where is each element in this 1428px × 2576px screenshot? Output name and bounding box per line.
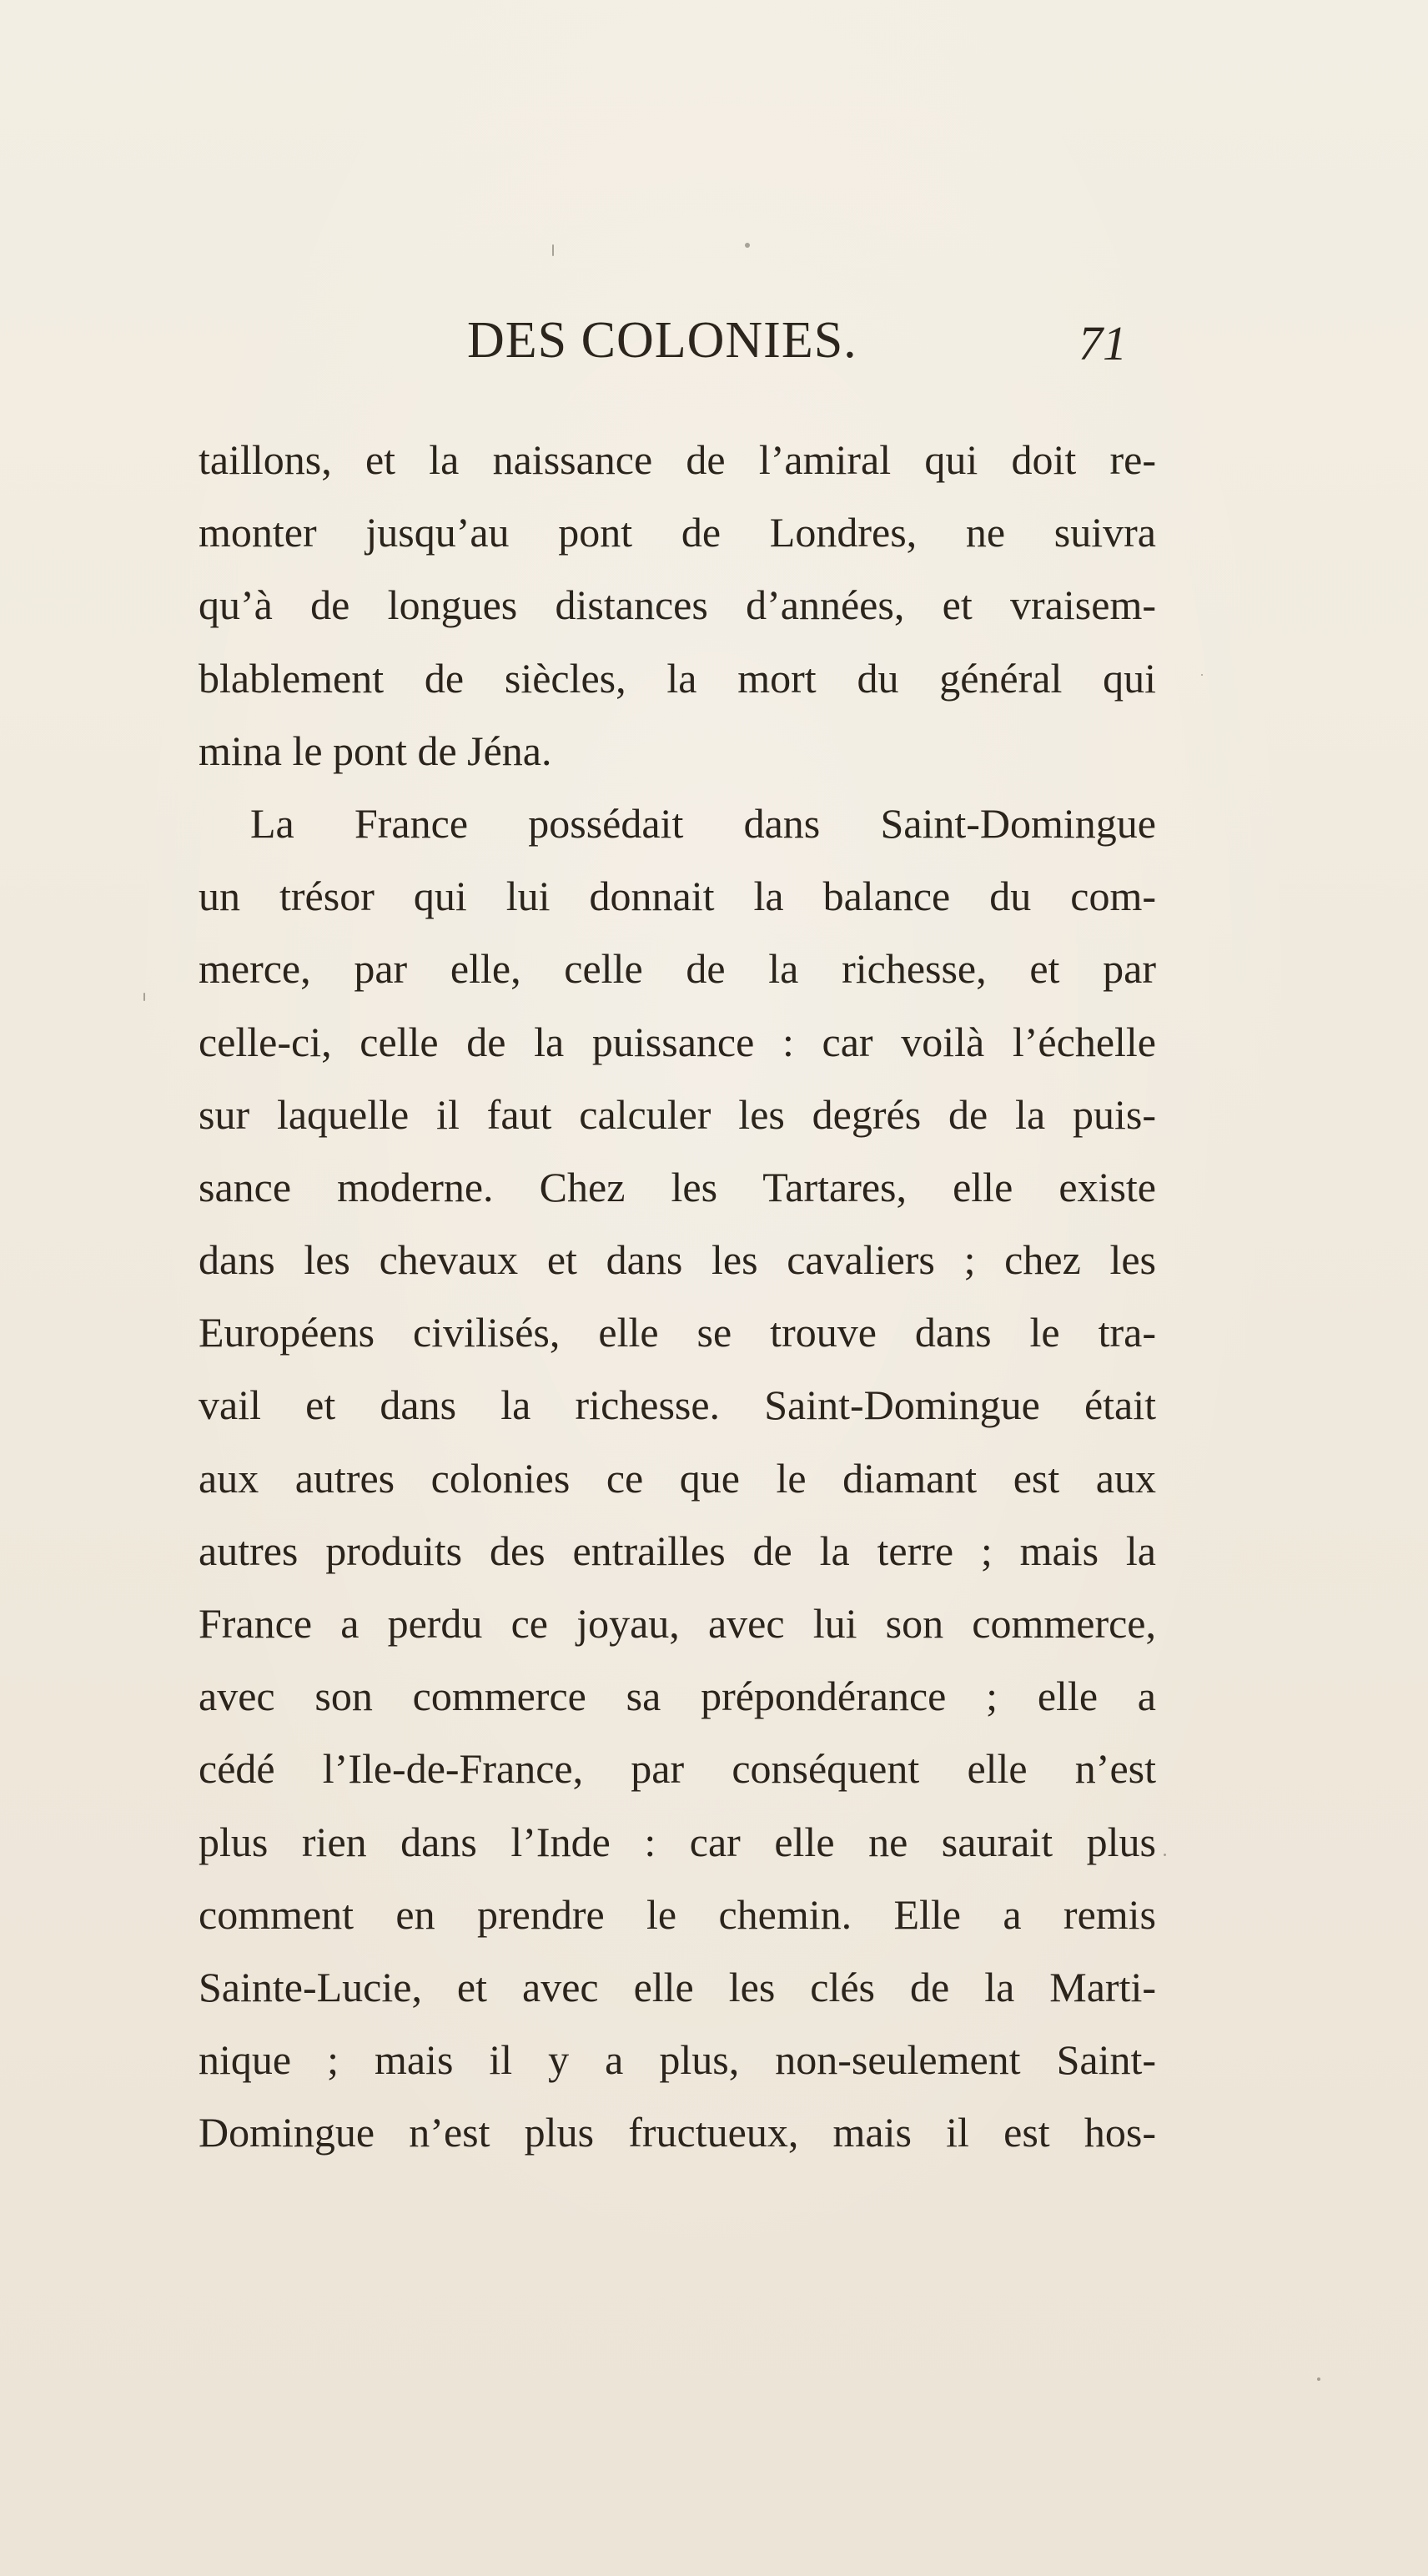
text-line: Européens civilisés, elle se trouve dans le tra- [199,1309,1156,1356]
text-line: nique ; mais il y a plus, non-seulement Saint- [199,2036,1156,2084]
text-line: vail et dans la richesse. Saint-Domingue était [199,1381,1156,1429]
text-line: qu’à de longues distances d’années, et vraisem- [199,581,1156,629]
paper-speck [552,244,554,256]
paper-speck [143,993,145,1001]
text-line: blablement de siècles, la mort du général qui [199,654,1156,702]
text-line: autres produits des entrailles de la terre ; mais la [199,1527,1156,1574]
text-line: plus rien dans l’Inde : car elle ne saurait plus [199,1818,1156,1865]
text-line: dans les chevaux et dans les cavaliers ; chez les [199,1236,1156,1284]
text-line: Sainte-Lucie, et avec elle les clés de la Marti- [199,1963,1156,2010]
paper-speck [745,243,750,248]
text-line: aux autres colonies ce que le diamant est aux [199,1454,1156,1502]
text-line: monter jusqu’au pont de Londres, ne suivra [199,509,1156,556]
text-line: mina le pont de Jéna. [199,727,552,774]
paper-speck [1317,2377,1320,2381]
text-line: sur laquelle il faut calculer les degrés de la puis- [199,1090,1156,1138]
page-header [467,307,1151,374]
text-line: celle-ci, celle de la puissance : car voilà l’échelle [199,1018,1156,1065]
text-line: France a perdu ce joyau, avec lui son commerce, [199,1600,1156,1647]
text-line: Domingue n’est plus fructueux, mais il est hos- [199,2109,1156,2156]
text-line: taillons, et la naissance de l’amiral qui doit re- [199,436,1156,483]
running-title: DES COLONIES. [467,312,857,369]
text-line: comment en prendre le chemin. Elle a remis [199,1890,1156,1938]
paper-speck [1201,674,1203,676]
paragraph-start-line: La France possédait dans Saint-Domingue [250,799,1156,847]
body-text [199,424,1156,2170]
page-number: 71 [1079,316,1127,370]
paper-speck [1164,1854,1166,1856]
text-line: avec son commerce sa prépondérance ; elle a [199,1673,1156,1720]
text-line: sance moderne. Chez les Tartares, elle existe [199,1163,1156,1210]
text-line: merce, par elle, celle de la richesse, et par [199,945,1156,993]
text-line: un trésor qui lui donnait la balance du com- [199,873,1156,920]
text-line: cédé l’Ile-de-France, par conséquent elle n’est [199,1745,1156,1793]
